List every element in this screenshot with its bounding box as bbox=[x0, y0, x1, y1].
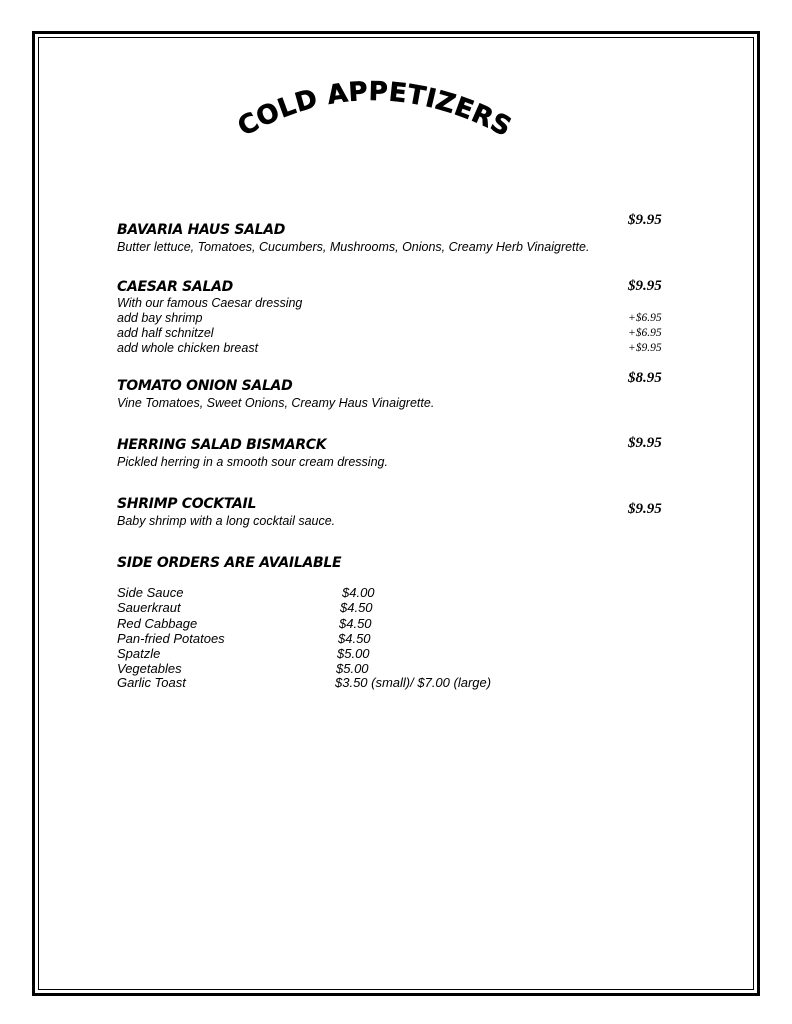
side-order-price: $4.50 bbox=[340, 600, 373, 615]
side-order-price: $3.50 (small)/ $7.00 (large) bbox=[335, 675, 492, 690]
menu-item-description: Baby shrimp with a long cocktail sauce. bbox=[117, 514, 336, 528]
side-order-label: Vegetables bbox=[117, 661, 182, 676]
side-order-label: Sauerkraut bbox=[117, 600, 181, 615]
side-order-label: Red Cabbage bbox=[117, 616, 198, 631]
menu-item-addon-price: +$6.95 bbox=[628, 327, 662, 339]
side-order-label: Side Sauce bbox=[117, 585, 184, 600]
menu-item-description: Pickled herring in a smooth sour cream dressing. bbox=[117, 455, 388, 469]
menu-item-name: HERRING SALAD BISMARCK bbox=[117, 437, 327, 453]
side-order-price: $5.00 bbox=[336, 661, 369, 676]
section-title-path: COLD APPETIZERS bbox=[233, 76, 517, 143]
menu-item-price: $9.95 bbox=[628, 435, 662, 451]
menu-item-addon: add bay shrimp bbox=[117, 311, 203, 325]
side-order-price: $5.00 bbox=[337, 646, 370, 661]
menu-item-name: TOMATO ONION SALAD bbox=[117, 378, 293, 394]
menu-item-price: $9.95 bbox=[628, 212, 662, 228]
side-order-price: $4.50 bbox=[339, 616, 372, 631]
menu-item-name: SHRIMP COCKTAIL bbox=[117, 496, 257, 512]
menu-item-description: Butter lettuce, Tomatoes, Cucumbers, Mushrooms, Onions, Creamy Herb Vinaigrette. bbox=[117, 240, 590, 254]
side-order-price: $4.50 bbox=[338, 631, 371, 646]
menu-item-addon-price: +$9.95 bbox=[628, 342, 662, 354]
menu-item-addon: add half schnitzel bbox=[117, 326, 214, 340]
side-order-label: Garlic Toast bbox=[117, 675, 186, 690]
side-order-price: $4.00 bbox=[342, 585, 375, 600]
menu-item-description: Vine Tomatoes, Sweet Onions, Creamy Haus Vinaigrette. bbox=[117, 396, 435, 410]
menu-item-name: BAVARIA HAUS SALAD bbox=[117, 222, 286, 238]
menu-item-addon-price: +$6.95 bbox=[628, 312, 662, 324]
side-order-label: Spatzle bbox=[117, 646, 161, 661]
side-order-label: Pan-fried Potatoes bbox=[117, 631, 225, 646]
section-title bbox=[180, 60, 580, 190]
section-title-text bbox=[233, 77, 516, 143]
side-orders-heading: SIDE ORDERS ARE AVAILABLE bbox=[117, 555, 342, 571]
menu-item-name: CAESAR SALAD bbox=[117, 279, 233, 295]
menu-item-description: With our famous Caesar dressing bbox=[117, 296, 303, 310]
menu-item-price: $8.95 bbox=[628, 370, 662, 386]
menu-item-price: $9.95 bbox=[628, 501, 662, 517]
menu-item-price: $9.95 bbox=[628, 278, 662, 294]
menu-item-addon: add whole chicken breast bbox=[117, 341, 259, 355]
